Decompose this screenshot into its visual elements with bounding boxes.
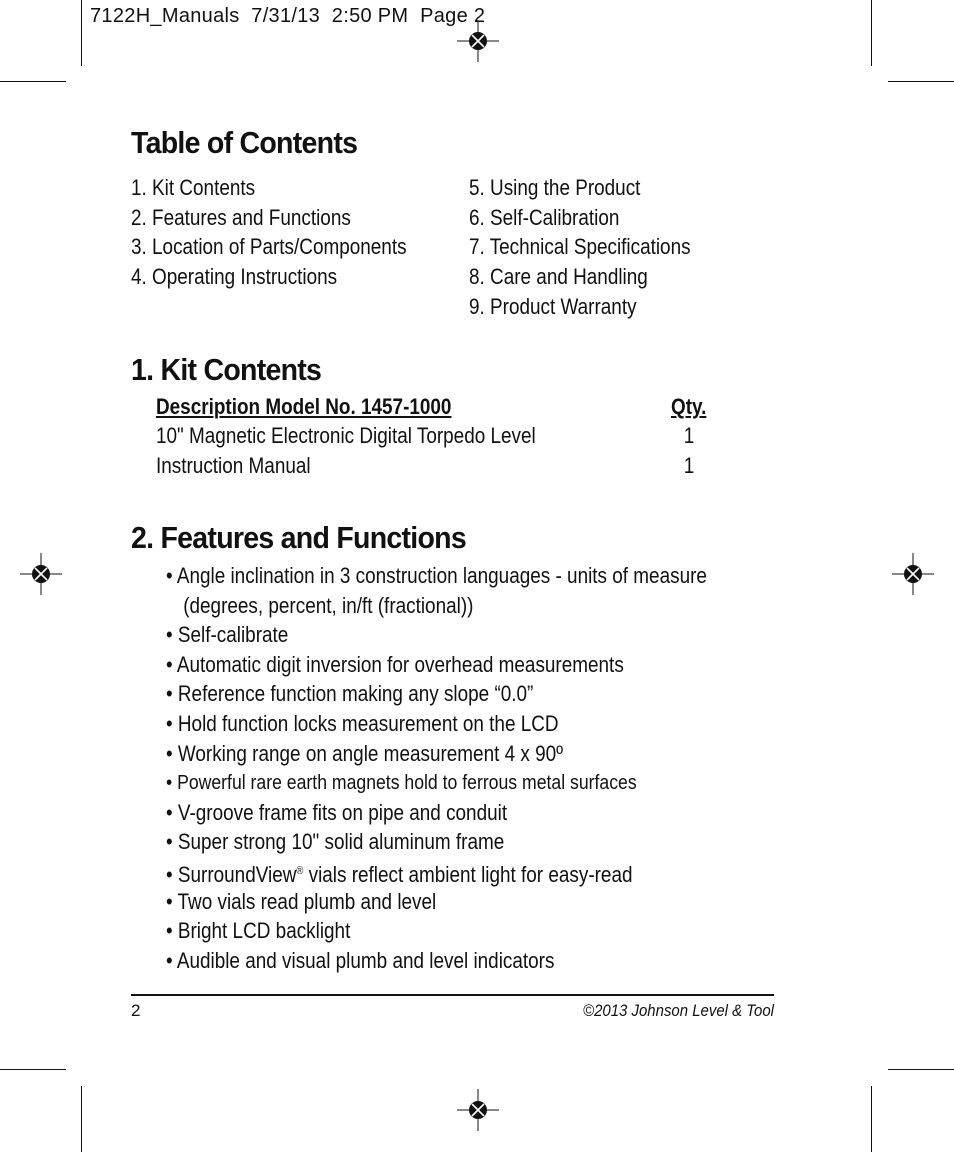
crop-mark-bottom-right-vertical: [871, 1086, 872, 1152]
feature-item: • Two vials read plumb and level: [166, 888, 437, 914]
feature-item: • Audible and visual plumb and level indicators: [166, 947, 555, 973]
toc-item: 2. Features and Functions: [131, 204, 351, 230]
feature-item: • Working range on angle measurement 4 x 90º: [166, 740, 564, 766]
feature-item: • Bright LCD backlight: [166, 918, 351, 944]
kit-row-item: 10" Magnetic Electronic Digital Torpedo Level: [156, 423, 536, 448]
toc-item: 9. Product Warranty: [469, 293, 637, 319]
toc-item: 7. Technical Specifications: [469, 234, 691, 260]
feature-item: • Hold function locks measurement on the LCD: [166, 710, 559, 736]
toc-item: 6. Self-Calibration: [469, 204, 620, 230]
feature-item: • Powerful rare earth magnets hold to ferrous metal surfaces: [166, 771, 637, 795]
crop-mark-bottom-left-horizontal: [0, 1069, 66, 1070]
toc-item: 5. Using the Product: [469, 175, 641, 200]
registration-mark-right-icon: [892, 553, 934, 595]
registration-mark-left-icon: [20, 553, 62, 595]
feature-item: • Self-calibrate: [166, 622, 289, 648]
registration-mark-top-icon: [457, 20, 499, 62]
copyright-notice: ©2013 Johnson Level & Tool: [583, 1001, 774, 1020]
crop-mark-bottom-right-horizontal: [888, 1069, 954, 1070]
crop-mark-bottom-left-vertical: [81, 1086, 82, 1152]
toc-item: 3. Location of Parts/Components: [131, 234, 407, 260]
footer-rule: [131, 994, 774, 996]
toc-item: 1. Kit Contents: [131, 175, 256, 200]
feature-item: • Automatic digit inversion for overhead measurements: [166, 651, 624, 677]
feature-item: • Super strong 10" solid aluminum frame: [166, 829, 505, 855]
page-number: 2: [131, 1001, 141, 1020]
registration-mark-bottom-icon: [457, 1089, 499, 1131]
kit-row-item: Instruction Manual: [156, 453, 311, 478]
kit-contents-title: 1. Kit Contents: [131, 352, 322, 387]
kit-header-qty: Qty.: [671, 394, 707, 419]
feature-item: • V-groove frame fits on pipe and conduit: [166, 799, 508, 825]
print-slug-line: 7122H_Manuals 7/31/13 2:50 PM Page 2: [90, 5, 486, 27]
features-title: 2. Features and Functions: [131, 520, 466, 555]
crop-mark-top-left-horizontal: [0, 81, 66, 82]
feature-item-brand: • SurroundView: [166, 861, 297, 887]
crop-mark-top-right-horizontal: [888, 81, 954, 82]
toc-item: 4. Operating Instructions: [131, 264, 338, 290]
crop-mark-top-left-vertical: [81, 0, 82, 66]
kit-row-qty: 1: [683, 453, 695, 478]
toc-right-column: [469, 173, 727, 321]
toc-item: 8. Care and Handling: [469, 264, 648, 290]
feature-item: • Angle inclination in 3 construction languages - units of measure: [166, 563, 707, 588]
crop-mark-top-right-vertical: [871, 0, 872, 66]
feature-item: • Reference function making any slope “0.0”: [166, 681, 534, 707]
toc-left-column: [131, 173, 451, 292]
feature-item-rest: vials reflect ambient light for easy-read: [303, 861, 633, 887]
toc-title: Table of Contents: [131, 125, 358, 160]
registered-mark: ®: [296, 864, 304, 877]
kit-row-qty: 1: [683, 423, 695, 448]
feature-item-continuation: (degrees, percent, in/ft (fractional)): [183, 592, 474, 618]
kit-header-description: Description Model No. 1457-1000: [156, 394, 452, 419]
features-list: [166, 561, 795, 975]
feature-item: [166, 857, 707, 887]
